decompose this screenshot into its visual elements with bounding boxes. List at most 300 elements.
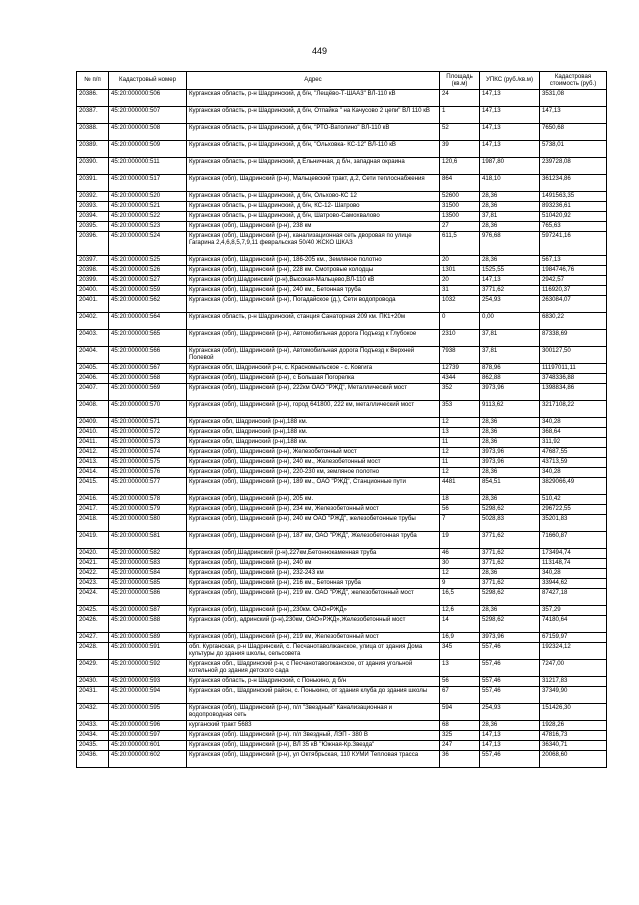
cell-address: Курганская обл, Шадринский (р-н),188 км. <box>187 418 440 428</box>
cell-upks: 28,36 <box>480 438 540 448</box>
table-row <box>77 515 607 532</box>
cell-upks: 28,36 <box>480 428 540 438</box>
cell-area: 12 <box>440 569 480 579</box>
table-row <box>77 374 607 384</box>
table-row <box>77 606 607 616</box>
cell-upks: 147,13 <box>480 90 540 107</box>
cell-cadastral: 45:20:000000:525 <box>109 256 187 266</box>
cell-upks: 1525,55 <box>480 266 540 276</box>
cell-upks: 3973,96 <box>480 633 540 643</box>
cell-area: 12 <box>440 468 480 478</box>
cell-address: Курганская область, р-н Шадринский, д Ельничная, д б/н, западная окраина <box>187 158 440 175</box>
cell-address: Курганская (обл), Шадринский (р-н),,230км. ОАО«РЖД» <box>187 606 440 616</box>
cell-cadastral: 45:20:000000:564 <box>109 313 187 330</box>
cell-num: 20418. <box>77 515 109 532</box>
cell-num: 20433. <box>77 721 109 731</box>
table-row <box>77 141 607 158</box>
cell-upks: 3973,96 <box>480 384 540 401</box>
cell-cadastral: 45:20:000000:566 <box>109 347 187 364</box>
cell-area: 4344 <box>440 374 480 384</box>
cell-address: Курганская обл, Шадринский (р-н),188 км. <box>187 428 440 438</box>
cell-cost: 5738,01 <box>540 141 607 158</box>
cell-area: 52 <box>440 124 480 141</box>
cell-cost: 20068,60 <box>540 751 607 768</box>
cell-address: Курганская (обл), Шадринский (р-н), с Большая Погорелка <box>187 374 440 384</box>
cell-cost: 71660,87 <box>540 532 607 549</box>
cell-upks: 5298,62 <box>480 616 540 633</box>
cell-num: 20423. <box>77 579 109 589</box>
cell-area: 14 <box>440 616 480 633</box>
cell-cost: 3217108,22 <box>540 401 607 418</box>
cell-area: 0 <box>440 313 480 330</box>
header-row <box>77 72 607 90</box>
table-row <box>77 158 607 175</box>
cell-area: 13 <box>440 660 480 677</box>
table-row <box>77 428 607 438</box>
cell-cost: 1928,26 <box>540 721 607 731</box>
cell-cost: 3531,08 <box>540 90 607 107</box>
cell-address: Курганская (обл), Шадринский (р-н), 240 км., Бетонная труба <box>187 286 440 296</box>
cell-cost: 368,64 <box>540 428 607 438</box>
table-row <box>77 505 607 515</box>
table-row <box>77 741 607 751</box>
cell-num: 20392. <box>77 192 109 202</box>
cell-num: 20404. <box>77 347 109 364</box>
cell-cost: 113148,74 <box>540 559 607 569</box>
cell-cost: 6830,22 <box>540 313 607 330</box>
table-row <box>77 256 607 266</box>
cell-cadastral: 45:20:000000:591 <box>109 643 187 660</box>
cell-cadastral: 45:20:000000:568 <box>109 374 187 384</box>
cell-cadastral: 45:20:000000:580 <box>109 515 187 532</box>
cell-num: 20391. <box>77 175 109 192</box>
cell-num: 20431. <box>77 687 109 704</box>
cell-num: 20426. <box>77 616 109 633</box>
cell-cadastral: 45:20:000000:578 <box>109 495 187 505</box>
cell-cadastral: 45:20:000000:594 <box>109 687 187 704</box>
table-row <box>77 704 607 721</box>
cell-num: 20390. <box>77 158 109 175</box>
table-row <box>77 192 607 202</box>
table-row <box>77 90 607 107</box>
cell-address: Курганская обл., Шадринский р-н, с Песчанотаволжанское, от здания угольной котельной до здания детского сада <box>187 660 440 677</box>
cell-cadastral: 45:20:000000:585 <box>109 579 187 589</box>
cell-cadastral: 45:20:000000:581 <box>109 532 187 549</box>
cell-num: 20414. <box>77 468 109 478</box>
cell-num: 20416. <box>77 495 109 505</box>
cell-cost: 893236,61 <box>540 202 607 212</box>
cell-cost: 35201,83 <box>540 515 607 532</box>
cell-upks: 0,00 <box>480 313 540 330</box>
cell-area: 353 <box>440 401 480 418</box>
cell-address: Курганская (обл),Шадринский (р-н),Высокая-Мальцево,ВЛ-110 кВ <box>187 276 440 286</box>
cell-num: 20405. <box>77 364 109 374</box>
cell-area: 12,6 <box>440 606 480 616</box>
cell-address: Курганская (обл), Шадринский (р-н), Погадайское (д.), Сети водопровода <box>187 296 440 313</box>
cell-area: 7938 <box>440 347 480 364</box>
cell-upks: 3771,62 <box>480 579 540 589</box>
cell-cadastral: 45:20:000000:567 <box>109 364 187 374</box>
cell-cost: 300127,50 <box>540 347 607 364</box>
cell-upks: 5028,83 <box>480 515 540 532</box>
cell-num: 20429. <box>77 660 109 677</box>
cell-address: Курганская (обл), Шадринский (р-н), п/л "Звездный" Канализационная и водопроводная сеть <box>187 704 440 721</box>
cell-area: 30 <box>440 559 480 569</box>
cell-address: Курганская (обл), Шадринский (р-н), Мальцевский тракт, д.2, Сети теплоснабжения <box>187 175 440 192</box>
cell-cadastral: 45:20:000000:573 <box>109 438 187 448</box>
cell-area: 345 <box>440 643 480 660</box>
cell-cadastral: 45:20:000000:583 <box>109 559 187 569</box>
cell-upks: 147,13 <box>480 124 540 141</box>
cell-address: Курганская (обл), Шадринский (р-н), город 641800, 222 км, металлический мост <box>187 401 440 418</box>
cell-area: 56 <box>440 677 480 687</box>
cell-address: Курганская (обл), Шадринский (р-н), 240 км ОАО "РЖД", железобетонные трубы <box>187 515 440 532</box>
table-row <box>77 660 607 677</box>
cell-upks: 5298,62 <box>480 505 540 515</box>
cell-cost: 510,42 <box>540 495 607 505</box>
cell-address: Курганская (обл), адринский (р-н),230км, ОАО«РЖД»,Железобетонный мост <box>187 616 440 633</box>
cell-upks: 28,36 <box>480 202 540 212</box>
cell-address: Курганская (обл), Шадринский (р-н), ул Октябрьская, 110 КУМИ Тепловая трасса <box>187 751 440 768</box>
cell-address: Курганская (обл), Шадринский (р-н), Автомобильная дорога Подъезд к Глубокое <box>187 330 440 347</box>
cell-area: 611,5 <box>440 232 480 256</box>
cell-cost: 296722,55 <box>540 505 607 515</box>
cell-cost: 3748336,88 <box>540 374 607 384</box>
cell-upks: 557,46 <box>480 687 540 704</box>
table-header <box>77 72 607 90</box>
cell-address: Курганская область, р-н Шадринский, д б/н, Ольхово-КС 12 <box>187 192 440 202</box>
cell-cost: 2942,57 <box>540 276 607 286</box>
cell-area: 120,6 <box>440 158 480 175</box>
table-row <box>77 579 607 589</box>
cell-area: 864 <box>440 175 480 192</box>
cell-area: 16,9 <box>440 633 480 643</box>
table-row <box>77 589 607 606</box>
cell-cadastral: 45:20:000000:562 <box>109 296 187 313</box>
cell-area: 31500 <box>440 202 480 212</box>
cell-address: Курганская обл., Шадринский район, с. Понькино, от здания клуба до здания школы <box>187 687 440 704</box>
cell-address: Курганская область, р-н Шадринский, с Понькино, д б/н <box>187 677 440 687</box>
cell-cadastral: 45:20:000000:596 <box>109 721 187 731</box>
cell-cost: 340,28 <box>540 569 607 579</box>
cell-num: 20408. <box>77 401 109 418</box>
cell-upks: 854,51 <box>480 478 540 495</box>
cell-address: Курганская (обл), Шадринский (р-н), 220-230 км, земляное полотно <box>187 468 440 478</box>
cell-num: 20388. <box>77 124 109 141</box>
cell-num: 20411. <box>77 438 109 448</box>
cell-cadastral: 45:20:000000:526 <box>109 266 187 276</box>
cell-area: 67 <box>440 687 480 704</box>
cell-num: 20400. <box>77 286 109 296</box>
cell-cost: 765,63 <box>540 222 607 232</box>
cell-num: 20430. <box>77 677 109 687</box>
cell-upks: 3973,96 <box>480 458 540 468</box>
cell-cost: 357,29 <box>540 606 607 616</box>
cell-cost: 340,28 <box>540 418 607 428</box>
table-row <box>77 468 607 478</box>
table-row <box>77 559 607 569</box>
cell-cadastral: 45:20:000000:579 <box>109 505 187 515</box>
cell-num: 20410. <box>77 428 109 438</box>
cell-num: 20401. <box>77 296 109 313</box>
cell-upks: 28,36 <box>480 569 540 579</box>
cell-upks: 254,93 <box>480 704 540 721</box>
cell-cost: 567,13 <box>540 256 607 266</box>
cell-area: 7 <box>440 515 480 532</box>
cell-cost: 37349,90 <box>540 687 607 704</box>
cell-area: 1301 <box>440 266 480 276</box>
cell-cadastral: 45:20:000000:511 <box>109 158 187 175</box>
cell-num: 20406. <box>77 374 109 384</box>
table-row <box>77 616 607 633</box>
cell-area: 352 <box>440 384 480 401</box>
cell-num: 20415. <box>77 478 109 495</box>
cell-upks: 28,36 <box>480 222 540 232</box>
cell-cost: 361234,86 <box>540 175 607 192</box>
cell-cost: 47687,55 <box>540 448 607 458</box>
cell-cadastral: 45:20:000000:522 <box>109 212 187 222</box>
table-row <box>77 458 607 468</box>
cell-cadastral: 45:20:000000:588 <box>109 616 187 633</box>
cell-upks: 3771,62 <box>480 532 540 549</box>
cell-cadastral: 45:20:000000:575 <box>109 458 187 468</box>
cell-area: 4481 <box>440 478 480 495</box>
table-row <box>77 124 607 141</box>
cell-num: 20403. <box>77 330 109 347</box>
table-row <box>77 643 607 660</box>
cell-upks: 37,81 <box>480 212 540 222</box>
cell-address: Курганская (обл), Шадринский (р-н), 186-205 км., Земляное полотно <box>187 256 440 266</box>
cell-cost: 43713,59 <box>540 458 607 468</box>
cell-address: Курганская (обл). Шадринский (р-н). п/л Звездный, ЛЭП - 380 В <box>187 731 440 741</box>
cell-num: 20397. <box>77 256 109 266</box>
cell-cost: 7650,68 <box>540 124 607 141</box>
table-row <box>77 222 607 232</box>
cell-cost: 11197011,11 <box>540 364 607 374</box>
cell-cadastral: 45:20:000000:574 <box>109 448 187 458</box>
cell-num: 20389. <box>77 141 109 158</box>
table-row <box>77 731 607 741</box>
cell-area: 12 <box>440 448 480 458</box>
cell-address: Курганская область, р-н Шадринский, д б/н, КС-12- Шатрово <box>187 202 440 212</box>
cell-num: 20394. <box>77 212 109 222</box>
cell-address: Курганская (обл), Шадринский (р-н), ВЛ 35 кВ "Южная-Кр.Звезда" <box>187 741 440 751</box>
cell-area: 1032 <box>440 296 480 313</box>
cell-area: 39 <box>440 141 480 158</box>
cell-area: 13 <box>440 428 480 438</box>
cell-num: 20412. <box>77 448 109 458</box>
cell-address: Курганская (обл), Шадринский (р-н), 234 км, Железобетонный мост <box>187 505 440 515</box>
cell-upks: 3973,96 <box>480 448 540 458</box>
cell-num: 20395. <box>77 222 109 232</box>
cell-address: Курганская (обл), Шадринский (р-н), 228 км. Смотровые колодцы <box>187 266 440 276</box>
cell-cost: 36340,71 <box>540 741 607 751</box>
cadastral-registry-table <box>76 71 607 768</box>
cell-upks: 3771,62 <box>480 549 540 559</box>
cell-area: 12739 <box>440 364 480 374</box>
cell-cost: 74180,64 <box>540 616 607 633</box>
header-cost: Кадастровая стоимость (руб.) <box>540 72 607 90</box>
cell-num: 20393. <box>77 202 109 212</box>
cell-cost: 1491563,35 <box>540 192 607 202</box>
cell-upks: 1987,80 <box>480 158 540 175</box>
table-row <box>77 495 607 505</box>
table-row <box>77 175 607 192</box>
table-row <box>77 286 607 296</box>
cell-address: обл. Курганская, р-н Шадринский, с. Песчанотаволжанское, улица от здания Дома культуры до здания школы, сельсовета <box>187 643 440 660</box>
cell-upks: 147,13 <box>480 141 540 158</box>
cell-upks: 418,10 <box>480 175 540 192</box>
cell-area: 24 <box>440 90 480 107</box>
cell-cost: 147,13 <box>540 107 607 124</box>
cell-cost: 33944,62 <box>540 579 607 589</box>
cell-upks: 557,46 <box>480 643 540 660</box>
cell-cadastral: 45:20:000000:587 <box>109 606 187 616</box>
cell-num: 20396. <box>77 232 109 256</box>
cell-num: 20386. <box>77 90 109 107</box>
cell-address: Курганская обл, Шадринский р-н, с. Красномыльское - с. Ковгига <box>187 364 440 374</box>
cell-area: 247 <box>440 741 480 751</box>
table-row <box>77 569 607 579</box>
cell-upks: 9113,62 <box>480 401 540 418</box>
cell-cost: 87427,18 <box>540 589 607 606</box>
cell-num: 20428. <box>77 643 109 660</box>
cell-num: 20434. <box>77 731 109 741</box>
cell-cadastral: 45:20:000000:506 <box>109 90 187 107</box>
table-row <box>77 438 607 448</box>
cell-cadastral: 45:20:000000:517 <box>109 175 187 192</box>
cell-num: 20425. <box>77 606 109 616</box>
cell-cadastral: 45:20:000000:597 <box>109 731 187 741</box>
cell-address: Курганская (обл), Шадринский (р-н), 205 км. <box>187 495 440 505</box>
cell-area: 31 <box>440 286 480 296</box>
cell-address: Курганская (обл), Шадринский (р-н), 240 км <box>187 559 440 569</box>
cell-num: 20420. <box>77 549 109 559</box>
cell-num: 20402. <box>77 313 109 330</box>
cell-upks: 557,46 <box>480 660 540 677</box>
cell-cadastral: 45:20:000000:602 <box>109 751 187 768</box>
table-row <box>77 364 607 374</box>
cell-cost: 311,92 <box>540 438 607 448</box>
cell-num: 20399. <box>77 276 109 286</box>
cell-address: Курганская область, р-н Шадринский, д б/н, "Лещёво-Т-ШАА3" ВЛ-110 кВ <box>187 90 440 107</box>
cell-cost: 340,28 <box>540 468 607 478</box>
table-row <box>77 384 607 401</box>
page-number: 449 <box>311 46 328 56</box>
cell-cadastral: 45:20:000000:507 <box>109 107 187 124</box>
cell-upks: 28,36 <box>480 495 540 505</box>
table-row <box>77 313 607 330</box>
table-row <box>77 266 607 276</box>
cell-cost: 116920,37 <box>540 286 607 296</box>
cell-area: 12 <box>440 418 480 428</box>
cell-address: Курганская (обл), Шадринский (р-н), 219 км, Железобетонный мост <box>187 633 440 643</box>
cell-address: Курганская область, р-н Шадринский, станция Санаторная 209 км. ПК1+20м <box>187 313 440 330</box>
cell-address: Курганская область, р-н Шадринский, д б/н, Шатрово-Самохвалово <box>187 212 440 222</box>
cell-cost: 87338,69 <box>540 330 607 347</box>
cell-address: Курганская (обл), Шадринский (р-н), 222км ОАО "РЖД", Металлический мост <box>187 384 440 401</box>
cell-cadastral: 45:20:000000:577 <box>109 478 187 495</box>
cell-address: Курганская (обл), Шадринский (р-н), 189 км., ОАО "РЖД", Станционные пути <box>187 478 440 495</box>
cell-upks: 147,13 <box>480 731 540 741</box>
cell-address: курганский тракт 5683 <box>187 721 440 731</box>
cell-upks: 28,36 <box>480 192 540 202</box>
cell-area: 13500 <box>440 212 480 222</box>
cell-area: 56 <box>440 505 480 515</box>
table-row <box>77 232 607 256</box>
cell-cadastral: 45:20:000000:508 <box>109 124 187 141</box>
cell-cadastral: 45:20:000000:559 <box>109 286 187 296</box>
cell-num: 20387. <box>77 107 109 124</box>
cell-num: 20427. <box>77 633 109 643</box>
cell-cost: 510420,92 <box>540 212 607 222</box>
cell-cost: 263084,07 <box>540 296 607 313</box>
table-row <box>77 532 607 549</box>
cell-cost: 1984746,76 <box>540 266 607 276</box>
table-row <box>77 478 607 495</box>
cell-cost: 3829066,49 <box>540 478 607 495</box>
cell-address: Курганская (обл), Шадринский (р-н), 187 км, ОАО "РЖД", Железобетонная труба <box>187 532 440 549</box>
table-row <box>77 418 607 428</box>
cell-upks: 28,36 <box>480 468 540 478</box>
cell-upks: 878,96 <box>480 364 540 374</box>
cell-area: 68 <box>440 721 480 731</box>
cell-address: Курганская (обл), Шадринский (р-н), Железобетонный мост <box>187 448 440 458</box>
cell-cadastral: 45:20:000000:595 <box>109 704 187 721</box>
cell-num: 20398. <box>77 266 109 276</box>
table-row <box>77 330 607 347</box>
cell-address: Курганская обл, Шадринский (р-н),188 км. <box>187 438 440 448</box>
cell-cadastral: 45:20:000000:521 <box>109 202 187 212</box>
cell-upks: 557,46 <box>480 751 540 768</box>
cell-upks: 147,13 <box>480 107 540 124</box>
cell-num: 20419. <box>77 532 109 549</box>
cell-area: 19 <box>440 532 480 549</box>
cell-num: 20407. <box>77 384 109 401</box>
cell-cost: 239728,08 <box>540 158 607 175</box>
cell-num: 20422. <box>77 569 109 579</box>
table-row <box>77 202 607 212</box>
header-num: № п/п <box>77 72 109 90</box>
cell-upks: 5298,62 <box>480 589 540 606</box>
cell-cadastral: 45:20:000000:582 <box>109 549 187 559</box>
cell-num: 20432. <box>77 704 109 721</box>
cell-area: 27 <box>440 222 480 232</box>
cell-num: 20436. <box>77 751 109 768</box>
cell-address: Курганская (обл), Шадринский (р-н), 240 км., Железобетонный мост <box>187 458 440 468</box>
cell-address: Курганская (обл), Шадринский (р-н), 216 км., Бетонная труба <box>187 579 440 589</box>
cell-cadastral: 45:20:000000:571 <box>109 418 187 428</box>
table-row <box>77 549 607 559</box>
cell-upks: 28,36 <box>480 256 540 266</box>
cell-cost: 31217,83 <box>540 677 607 687</box>
table-row <box>77 347 607 364</box>
header-area: Площадь (кв.м) <box>440 72 480 90</box>
cell-area: 1 <box>440 107 480 124</box>
table-row <box>77 677 607 687</box>
cell-area: 16,5 <box>440 589 480 606</box>
header-upks: УПКС (руб./кв.м) <box>480 72 540 90</box>
cell-upks: 147,13 <box>480 276 540 286</box>
cell-cadastral: 45:20:000000:584 <box>109 569 187 579</box>
cell-address: Курганская область, р-н Шадринский, д б/н, "Ольховка- КС-12" ВЛ-110 кВ <box>187 141 440 158</box>
cell-address: Курганская (обл), Шадринский (р-н), 219 км. ОАО "РЖД", железобетонный мост <box>187 589 440 606</box>
cell-upks: 976,68 <box>480 232 540 256</box>
cell-cadastral: 45:20:000000:524 <box>109 232 187 256</box>
cell-area: 325 <box>440 731 480 741</box>
cell-cadastral: 45:20:000000:570 <box>109 401 187 418</box>
table-row <box>77 633 607 643</box>
